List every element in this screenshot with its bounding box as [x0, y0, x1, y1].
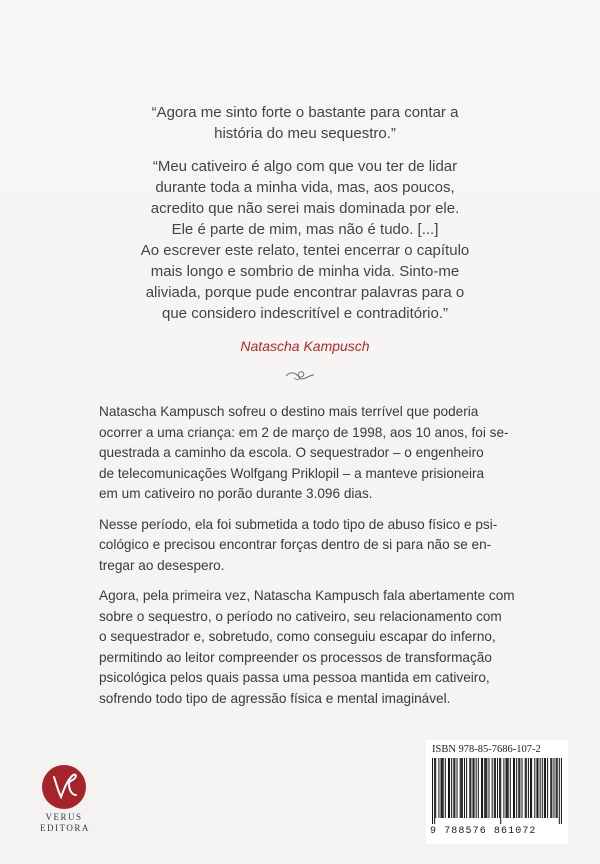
barcode-bar — [460, 758, 461, 818]
barcode-bar — [441, 758, 442, 818]
flourish-ornament-icon — [284, 368, 316, 382]
quote-1 — [140, 102, 470, 144]
barcode-bar — [542, 758, 543, 818]
text-line: cológico e precisou encontrar forças dentro de si para não se en- — [99, 537, 492, 552]
quote-line: acredito que não serei mais dominada por ele. — [150, 200, 460, 217]
barcode-bar — [462, 758, 463, 818]
verus-logo-icon — [42, 765, 86, 809]
quote-line: que considero indescritível e contraditório.” — [162, 305, 448, 322]
barcode-bar — [522, 758, 523, 818]
barcode-bar — [481, 758, 482, 818]
barcode-bar — [488, 758, 489, 818]
barcode-bar — [503, 758, 504, 818]
barcode-bar — [513, 758, 514, 818]
barcode-bar — [508, 758, 509, 818]
isbn-label: ISBN 978-85-7686-107-2 — [432, 744, 541, 755]
barcode-bar — [540, 758, 541, 818]
text-line: tregar ao desespero. — [99, 557, 225, 573]
barcode-digits: 9 788576 861072 — [430, 826, 537, 837]
barcode-bar — [514, 758, 515, 818]
barcode-bar — [500, 758, 501, 824]
barcode-bar — [494, 758, 495, 818]
barcode-bar — [526, 758, 527, 818]
text-line: Agora, pela primeira vez, Natascha Kampusch fala abertamente com — [99, 588, 515, 603]
publisher-logo — [40, 765, 88, 834]
quote-2 — [140, 156, 470, 324]
barcode-bar — [484, 758, 485, 818]
barcode-bar — [516, 758, 517, 818]
barcode-bar — [464, 758, 465, 818]
barcode-bar — [499, 758, 500, 818]
barcode-bar — [510, 758, 511, 818]
text-line: em um cativeiro no porão durante 3.096 dias. — [99, 486, 373, 501]
barcode-bar — [492, 758, 493, 818]
barcode-bar — [457, 758, 458, 818]
barcode-bar — [544, 758, 545, 818]
barcode-bar — [451, 758, 452, 818]
barcode-bar — [497, 758, 498, 818]
barcode-bar — [435, 758, 436, 818]
barcode-bar — [449, 758, 450, 818]
barcode-bar — [547, 758, 548, 818]
isbn-barcode — [426, 740, 568, 844]
quote-line: “Agora me sinto forte o bastante para contar a — [151, 104, 459, 121]
barcode-bar — [470, 758, 471, 818]
barcode-bar — [561, 758, 562, 824]
barcode-bar — [476, 758, 477, 818]
synopsis — [99, 402, 519, 719]
text-line: Nesse período, ela foi submetida a todo tipo de abuso físico e psi- — [99, 516, 498, 532]
barcode-bar — [550, 758, 551, 818]
publisher-name — [40, 812, 88, 834]
barcode-bar — [553, 758, 554, 818]
text-line: de telecomunicações Wolfgang Priklopil – a manteve prisioneira — [99, 465, 485, 481]
barcode-bar — [528, 758, 529, 818]
barcode-bar — [559, 758, 560, 824]
barcode-bar — [472, 758, 473, 818]
barcode-bar — [448, 758, 449, 818]
text-line: sobre o sequestro, o período no cativeiro, seu relacionamento com — [99, 608, 502, 624]
synopsis-paragraph — [99, 586, 519, 709]
barcode-bar — [432, 758, 433, 824]
quote-author: Natascha Kampusch — [240, 338, 370, 354]
barcode-bar — [507, 758, 508, 818]
publisher-line-1: VERUS — [45, 812, 83, 822]
barcode-bar — [536, 758, 537, 818]
text-line: o sequestrador e, sobretudo, como conseguiu escapar do inferno, — [99, 629, 496, 644]
publisher-line-2: EDITORA — [40, 823, 90, 833]
barcode-bar — [530, 758, 531, 818]
text-line: permitindo ao leitor compreender os processos de transformação — [99, 649, 492, 665]
barcode-bar — [557, 758, 558, 818]
quote-line: história do meu sequestro.” — [214, 125, 396, 142]
text-line: psicológica pelos quais passa uma pessoa mantida em cativeiro, — [99, 670, 490, 685]
barcode-icon — [432, 758, 562, 824]
quote-line: durante toda a minha vida, mas, aos poucos, — [155, 179, 455, 196]
quote-line: Ao escrever este relato, tentei encerrar o capítulo — [140, 242, 470, 259]
barcode-bar — [478, 758, 479, 818]
barcode-bar — [486, 758, 487, 818]
barcode-bar — [438, 758, 439, 818]
barcode-bar — [445, 758, 446, 818]
barcode-bar — [519, 758, 520, 818]
barcode-bar — [442, 758, 443, 818]
barcode-bar — [545, 758, 546, 818]
barcode-bar — [453, 758, 454, 818]
barcode-bar — [434, 758, 435, 824]
synopsis-paragraph — [99, 515, 519, 577]
barcode-bar — [525, 758, 526, 818]
barcode-bar — [495, 758, 496, 818]
quote-line: mais longo e sombrio de minha vida. Sinto-me — [150, 263, 460, 280]
barcode-bar — [474, 758, 475, 818]
barcode-bar — [443, 758, 444, 818]
quote-line: Ele é parte de mim, mas não é tudo. [...] — [171, 221, 439, 238]
barcode-bar — [466, 758, 467, 818]
text-line: ocorrer a uma criança: em 2 de março de 1998, aos 10 anos, foi se- — [99, 424, 509, 440]
text-line: questrada a caminho da escola. O sequestrador – o engenheiro — [99, 445, 484, 460]
quote-line: “Meu cativeiro é algo com que vou ter de lidar — [152, 158, 458, 175]
barcode-bar — [534, 758, 535, 818]
barcode-bar — [556, 758, 557, 818]
quote-line: aliviada, porque pude encontrar palavras para o — [145, 284, 465, 301]
barcode-bar — [531, 758, 532, 818]
text-line: sofrendo todo tipo de agressão física e mental imaginável. — [99, 690, 451, 706]
barcode-bar — [551, 758, 552, 818]
barcode-bar — [506, 758, 507, 818]
text-line: Natascha Kampusch sofreu o destino mais terrível que poderia — [99, 404, 479, 419]
logo-monogram-icon — [42, 765, 86, 809]
quote-block — [140, 102, 470, 357]
barcode-bar — [482, 758, 483, 818]
barcode-bar — [454, 758, 455, 818]
barcode-bar — [469, 758, 470, 818]
barcode-bar — [537, 758, 538, 818]
synopsis-paragraph — [99, 402, 519, 505]
barcode-bar — [461, 758, 462, 818]
barcode-bar — [485, 758, 486, 818]
barcode-bar — [518, 758, 519, 818]
